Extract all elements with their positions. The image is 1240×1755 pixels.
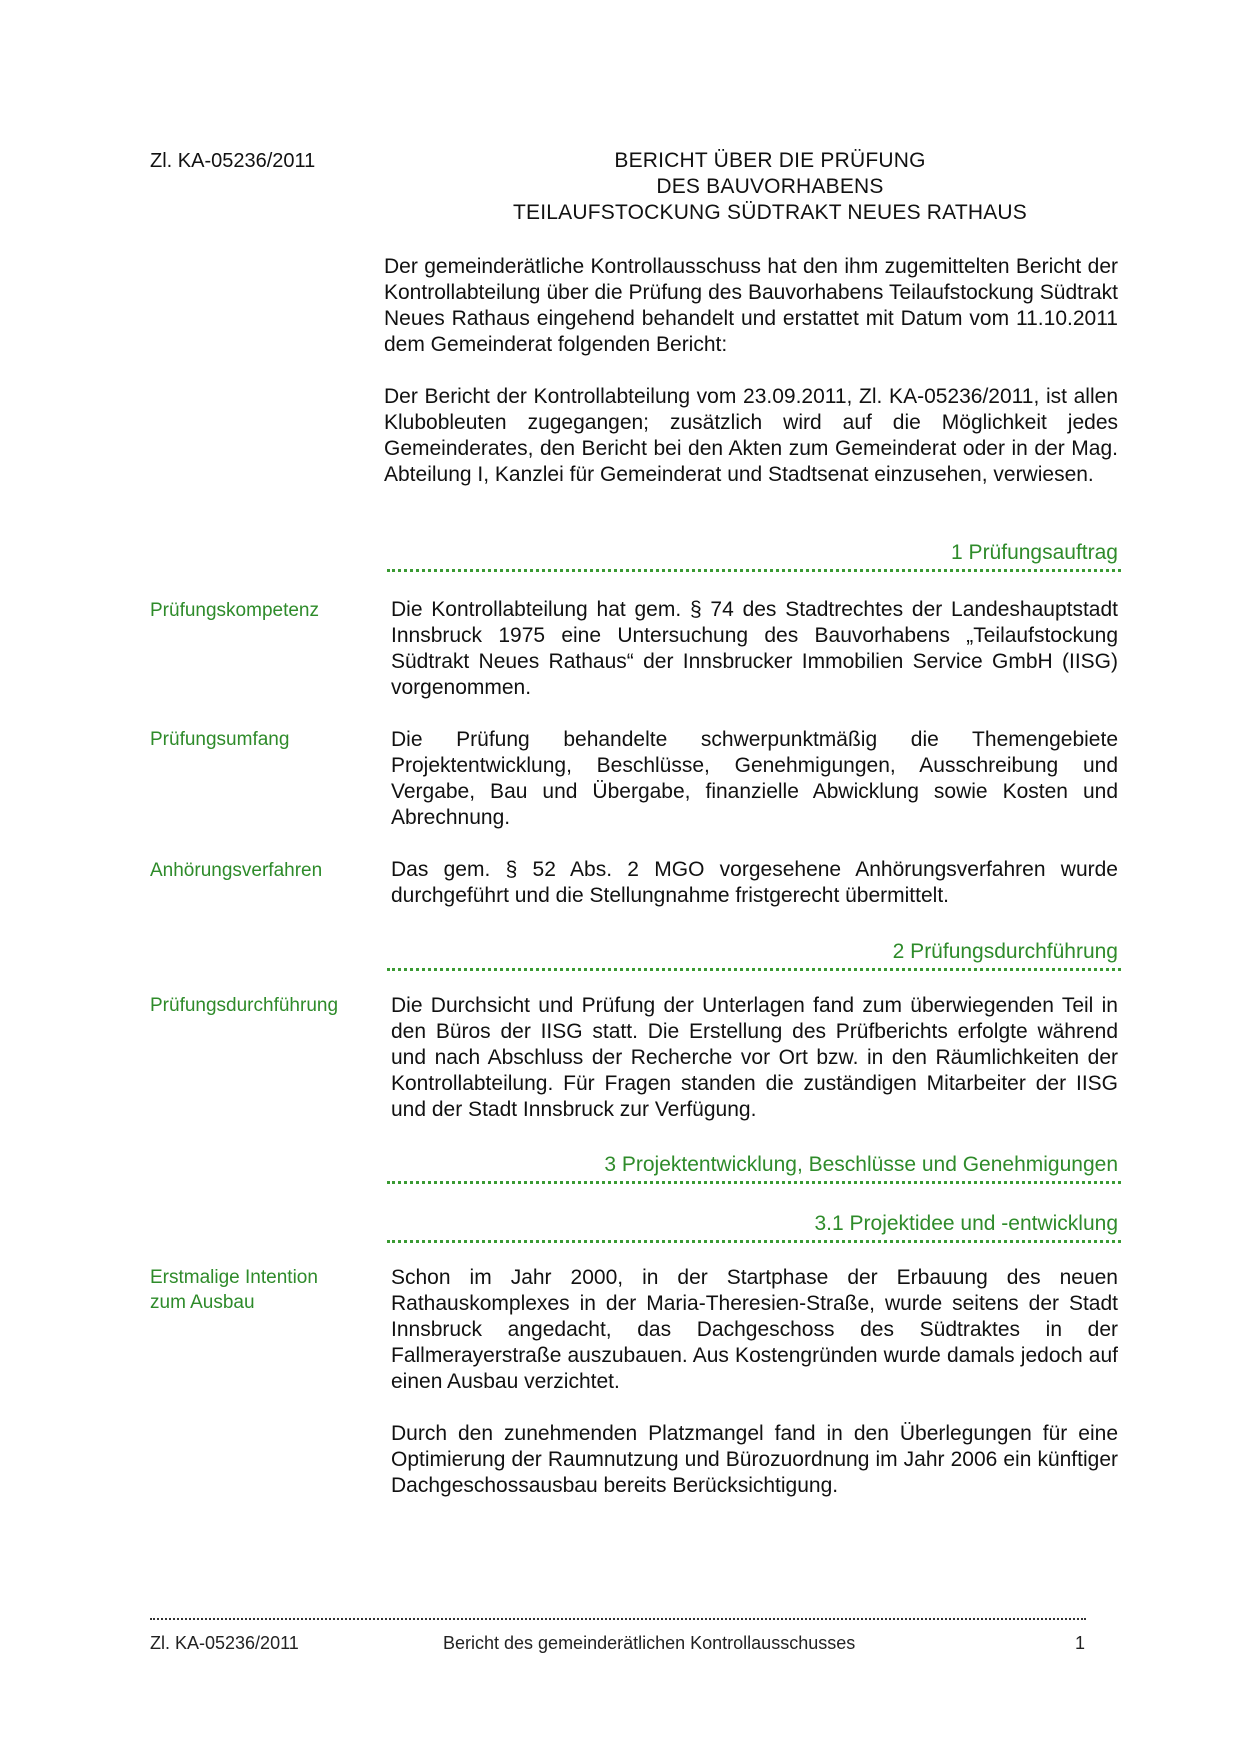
section-divider <box>387 1240 1121 1243</box>
section-heading-3-1: 3.1 Projektidee und -entwicklung <box>814 1212 1118 1235</box>
side-label-erstmalige-intention <box>150 1265 370 1315</box>
section-divider <box>387 1181 1121 1184</box>
side-label-line: Erstmalige Intention <box>150 1267 318 1288</box>
section-divider <box>387 569 1121 572</box>
section-heading-2: 2 Prüfungsdurchführung <box>892 940 1118 963</box>
paragraph-pruefungskompetenz: Die Kontrollabteilung hat gem. § 74 des Stadtrechtes der Landeshauptstadt Innsbruck 1975 eine Untersuchung des Bauvorhabens „Teilaufstockung Südtrakt Neues Rathaus“ der Innsbrucker Immobilien Service GmbH (IISG) vorgenommen. <box>391 598 1118 699</box>
footer-title: Bericht des gemeinderätlichen Kontrollausschusses <box>443 1633 856 1653</box>
paragraph-anhoerungsverfahren: Das gem. § 52 Abs. 2 MGO vorgesehene Anhörungsverfahren wurde durchgeführt und die Stellungnahme fristgerecht übermittelt. <box>391 858 1118 907</box>
title-line: TEILAUFSTOCKUNG SÜDTRAKT NEUES RATHAUS <box>512 201 1027 224</box>
section-heading-1: 1 Prüfungsauftrag <box>951 541 1118 564</box>
section-divider <box>387 968 1121 971</box>
page-number: 1 <box>1075 1633 1086 1653</box>
paragraph-pruefungsdurchfuehrung: Die Durchsicht und Prüfung der Unterlagen fand zum überwiegenden Teil in den Büros der IISG statt. Die Erstellung des Prüfberichts erfolgte während und nach Abschluss der Recherche vor Ort bzw. in den Räumlichkeiten der Kontrollabteilung. Für Fragen standen die zuständigen Mitarbeiter der IISG und der Stadt Innsbruck zur Verfügung. <box>391 994 1118 1121</box>
paragraph-pruefungsumfang: Die Prüfung behandelte schwerpunktmäßig die Themengebiete Projektentwicklung, Beschlüsse, Genehmigungen, Ausschreibung und Vergabe, Bau und Übergabe, finanzielle Abwicklung sowie Kosten und Abrechnung. <box>391 728 1118 829</box>
section-heading-3: 3 Projektentwicklung, Beschlüsse und Genehmigungen <box>604 1153 1118 1176</box>
title-line: DES BAUVORHABENS <box>656 175 884 198</box>
intro-paragraph-1: Der gemeinderätliche Kontrollausschuss hat den ihm zugemittelten Bericht der Kontrollabteilung über die Prüfung des Bauvorhabens Teilaufstockung Südtrakt Neues Rathaus eingehend behandelt und erstattet mit Datum vom 11.10.2011 dem Gemeinderat folgenden Bericht: <box>384 255 1118 356</box>
report-title <box>400 148 1140 226</box>
intro-paragraph-2: Der Bericht der Kontrollabteilung vom 23.09.2011, Zl. KA-05236/2011, ist allen Klubobleuten zugegangen; zusätzlich wird auf die Möglichkeit jedes Gemeinderates, den Bericht bei den Akten zum Gemeinderat oder in der Mag. Abteilung I, Kanzlei für Gemeinderat und Stadtsenat einzusehen, verwiesen. <box>384 385 1118 486</box>
paragraph-erstmalige-intention: Schon im Jahr 2000, in der Startphase der Erbauung des neuen Rathauskomplexes in der Maria-Theresien-Straße, wurde seitens der Stadt Innsbruck angedacht, das Dachgeschoss des Südtraktes in der Fallmerayerstraße auszubauen. Aus Kostengründen wurde damals jedoch auf einen Ausbau verzichtet. <box>391 1266 1118 1393</box>
title-line: BERICHT ÜBER DIE PRÜFUNG <box>614 149 926 172</box>
document-reference: Zl. KA-05236/2011 <box>150 150 316 172</box>
side-label-pruefungsdurchfuehrung: Prüfungsdurchführung <box>150 995 339 1016</box>
side-label-line: zum Ausbau <box>150 1292 255 1313</box>
side-label-pruefungskompetenz: Prüfungskompetenz <box>150 600 319 621</box>
footer-reference: Zl. KA-05236/2011 <box>150 1633 299 1653</box>
footer-divider <box>150 1618 1086 1620</box>
side-label-anhoerungsverfahren: Anhörungsverfahren <box>150 860 323 881</box>
paragraph-platzmangel: Durch den zunehmenden Platzmangel fand in den Überlegungen für eine Optimierung der Raumnutzung und Bürozuordnung im Jahr 2006 ein künftiger Dachgeschossausbau bereits Berücksichtigung. <box>391 1422 1118 1497</box>
side-label-pruefungsumfang: Prüfungsumfang <box>150 729 290 750</box>
